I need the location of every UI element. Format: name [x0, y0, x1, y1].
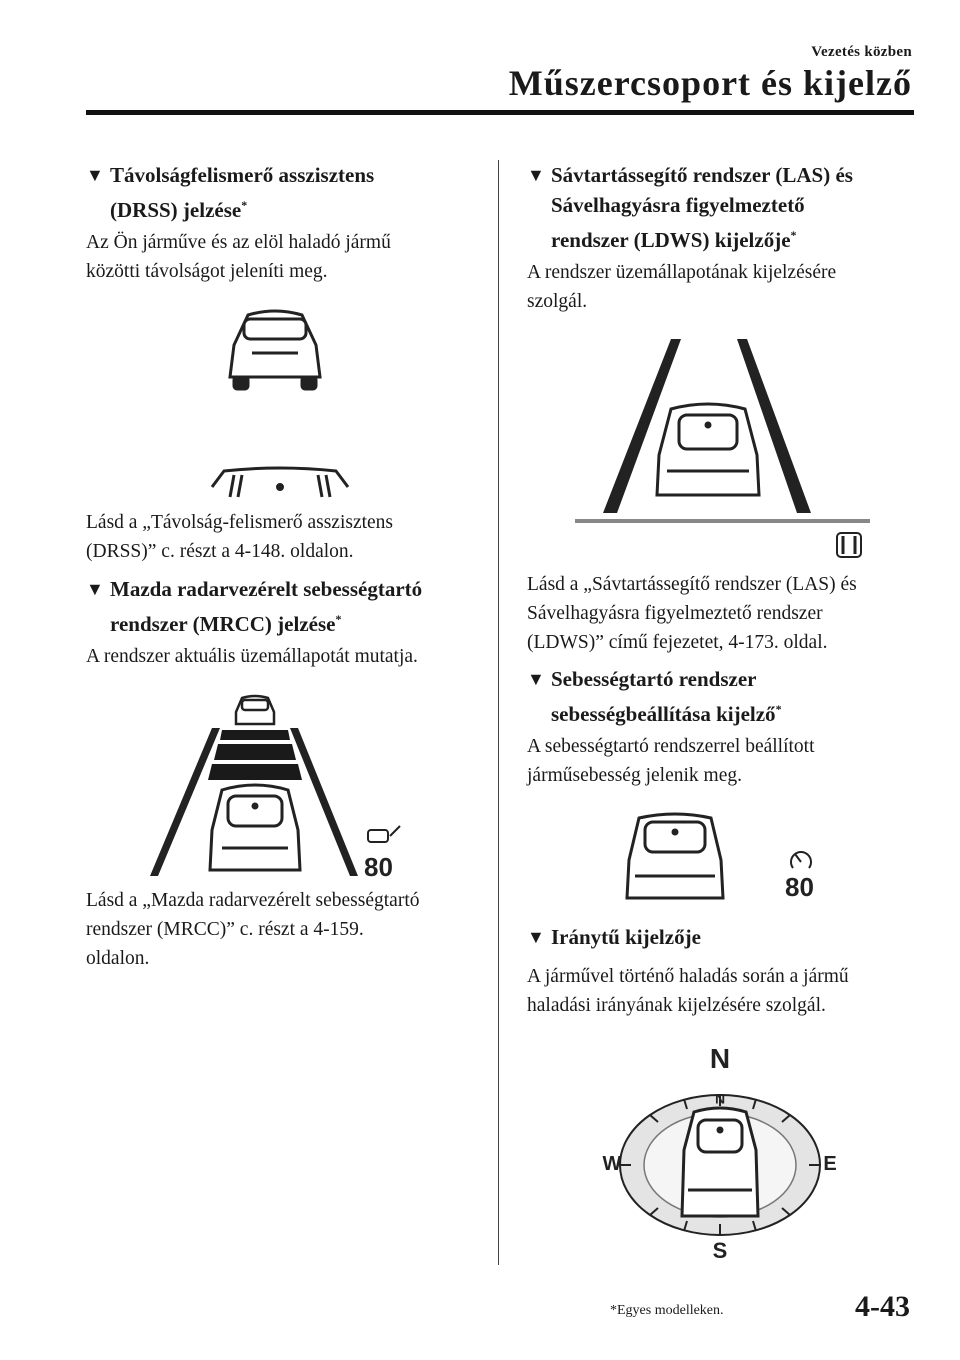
las-ref-line1: Lásd a „Sávtartássegítő rendszer (LAS) és [527, 574, 857, 595]
drss-reference [86, 508, 393, 566]
compass-west-label: W [602, 1153, 622, 1175]
triangle-bullet-icon: ▼ [527, 669, 545, 689]
compass-illustration [590, 1040, 850, 1265]
mrcc-heading [86, 574, 486, 639]
las-description [527, 258, 836, 316]
lead-car-icon [230, 311, 320, 389]
compass-n-marker: N [714, 1091, 726, 1107]
las-reference [527, 570, 857, 657]
asterisk-mark: * [335, 612, 342, 626]
las-heading-line2: Sávelhagyásra figyelmeztető [551, 193, 805, 217]
triangle-bullet-icon: ▼ [527, 165, 545, 185]
own-car-icon [657, 404, 759, 495]
las-desc-line2: szolgál. [527, 291, 588, 312]
drss-heading-line1: Távolságfelismerő asszisztens [110, 163, 375, 187]
drss-ref-line2: (DRSS)” c. részt a 4-148. oldalon. [86, 541, 354, 562]
drss-ref-line1: Lásd a „Távolság-felismerő asszisztens [86, 512, 394, 533]
compass-south-label: S [712, 1238, 728, 1263]
header-section-label: Vezetés közben [811, 44, 912, 60]
mrcc-ref-line1: Lásd a „Mazda radarvezérelt sebességtartó [86, 890, 420, 911]
mrcc-heading-line2 [86, 604, 486, 639]
mrcc-illustration [150, 690, 410, 886]
las-ref-line2: Sávelhagyásra figyelmeztető rendszer [527, 603, 823, 624]
compass-east-label: E [823, 1153, 837, 1175]
drss-desc-line1: Az Ön járműve és az elöl haladó jármű [86, 232, 391, 253]
triangle-bullet-icon: ▼ [86, 579, 104, 599]
compass-desc-line2: haladási irányának kijelzésére szolgál. [527, 995, 826, 1016]
speed-set-illustration [625, 810, 825, 906]
las-ref-line3: (LDWS)” című fejezetet, 4-173. oldal. [527, 632, 828, 653]
own-car-icon [682, 1108, 758, 1216]
mrcc-desc-line: A rendszer aktuális üzemállapotát mutatja. [86, 646, 418, 667]
las-illustration [575, 335, 875, 565]
drss-heading-line2 [86, 190, 486, 225]
mrcc-reference [86, 886, 419, 973]
las-heading-line3 [527, 220, 927, 255]
lane-assist-icon [837, 533, 861, 557]
las-heading-line3-text: rendszer (LDWS) kijelzője [551, 228, 791, 252]
column-divider [498, 160, 499, 1265]
drss-illustration [200, 305, 360, 505]
cruise-control-icon [791, 852, 811, 868]
mrcc-speed-value: 80 [364, 852, 393, 882]
asterisk-mark: * [241, 198, 248, 212]
speed-set-heading-line2-text: sebességbeállítása kijelző [551, 702, 776, 726]
compass-heading [527, 922, 927, 952]
compass-north-label: N [709, 1043, 731, 1074]
distance-bars-icon [208, 730, 302, 780]
las-heading-line1: Sávtartássegítő rendszer (LAS) és [551, 163, 853, 187]
triangle-bullet-icon: ▼ [527, 927, 545, 947]
drss-desc-line2: közötti távolságot jeleníti meg. [86, 261, 328, 282]
compass-heading-text: Iránytű kijelzője [551, 925, 701, 949]
las-heading [527, 160, 927, 255]
compass-description [527, 962, 849, 1020]
speed-set-desc-line2: járműsebesség jelenik meg. [527, 765, 742, 786]
mrcc-heading-line1: Mazda radarvezérelt sebességtartó [110, 577, 423, 601]
drss-heading [86, 160, 486, 225]
page-title: Műszercsoport és kijelző [508, 63, 912, 103]
mrcc-ref-line2: rendszer (MRCC)” c. részt a 4-159. [86, 919, 364, 940]
speed-set-heading-line1: Sebességtartó rendszer [551, 667, 757, 691]
speed-set-value: 80 [785, 872, 814, 902]
own-car-hood-icon [212, 468, 348, 497]
radar-cruise-icon [368, 826, 400, 842]
speed-set-desc-line1: A sebességtartó rendszerrel beállított [527, 736, 815, 757]
own-car-icon [210, 785, 300, 870]
footer-note: *Egyes modelleken. [610, 1303, 724, 1318]
page-number: 4-43 [855, 1290, 910, 1323]
drss-description [86, 228, 391, 286]
own-car-icon [627, 814, 723, 898]
compass-desc-line1: A járművel történő haladás során a jármű [527, 966, 849, 987]
drss-heading-line2-text: (DRSS) jelzése [110, 198, 242, 222]
header-rule [86, 110, 914, 115]
mrcc-heading-line2-text: rendszer (MRCC) jelzése [110, 612, 336, 636]
asterisk-mark: * [790, 228, 797, 242]
mrcc-description [86, 642, 418, 671]
speed-set-heading [527, 664, 927, 729]
las-desc-line1: A rendszer üzemállapotának kijelzésére [527, 262, 837, 283]
lead-car-small-icon [236, 696, 274, 724]
asterisk-mark: * [775, 702, 782, 716]
mrcc-ref-line3: oldalon. [86, 948, 150, 969]
speed-set-description [527, 732, 815, 790]
triangle-bullet-icon: ▼ [86, 165, 104, 185]
road-horizon-line [575, 519, 870, 523]
speed-set-heading-line2 [527, 694, 927, 729]
